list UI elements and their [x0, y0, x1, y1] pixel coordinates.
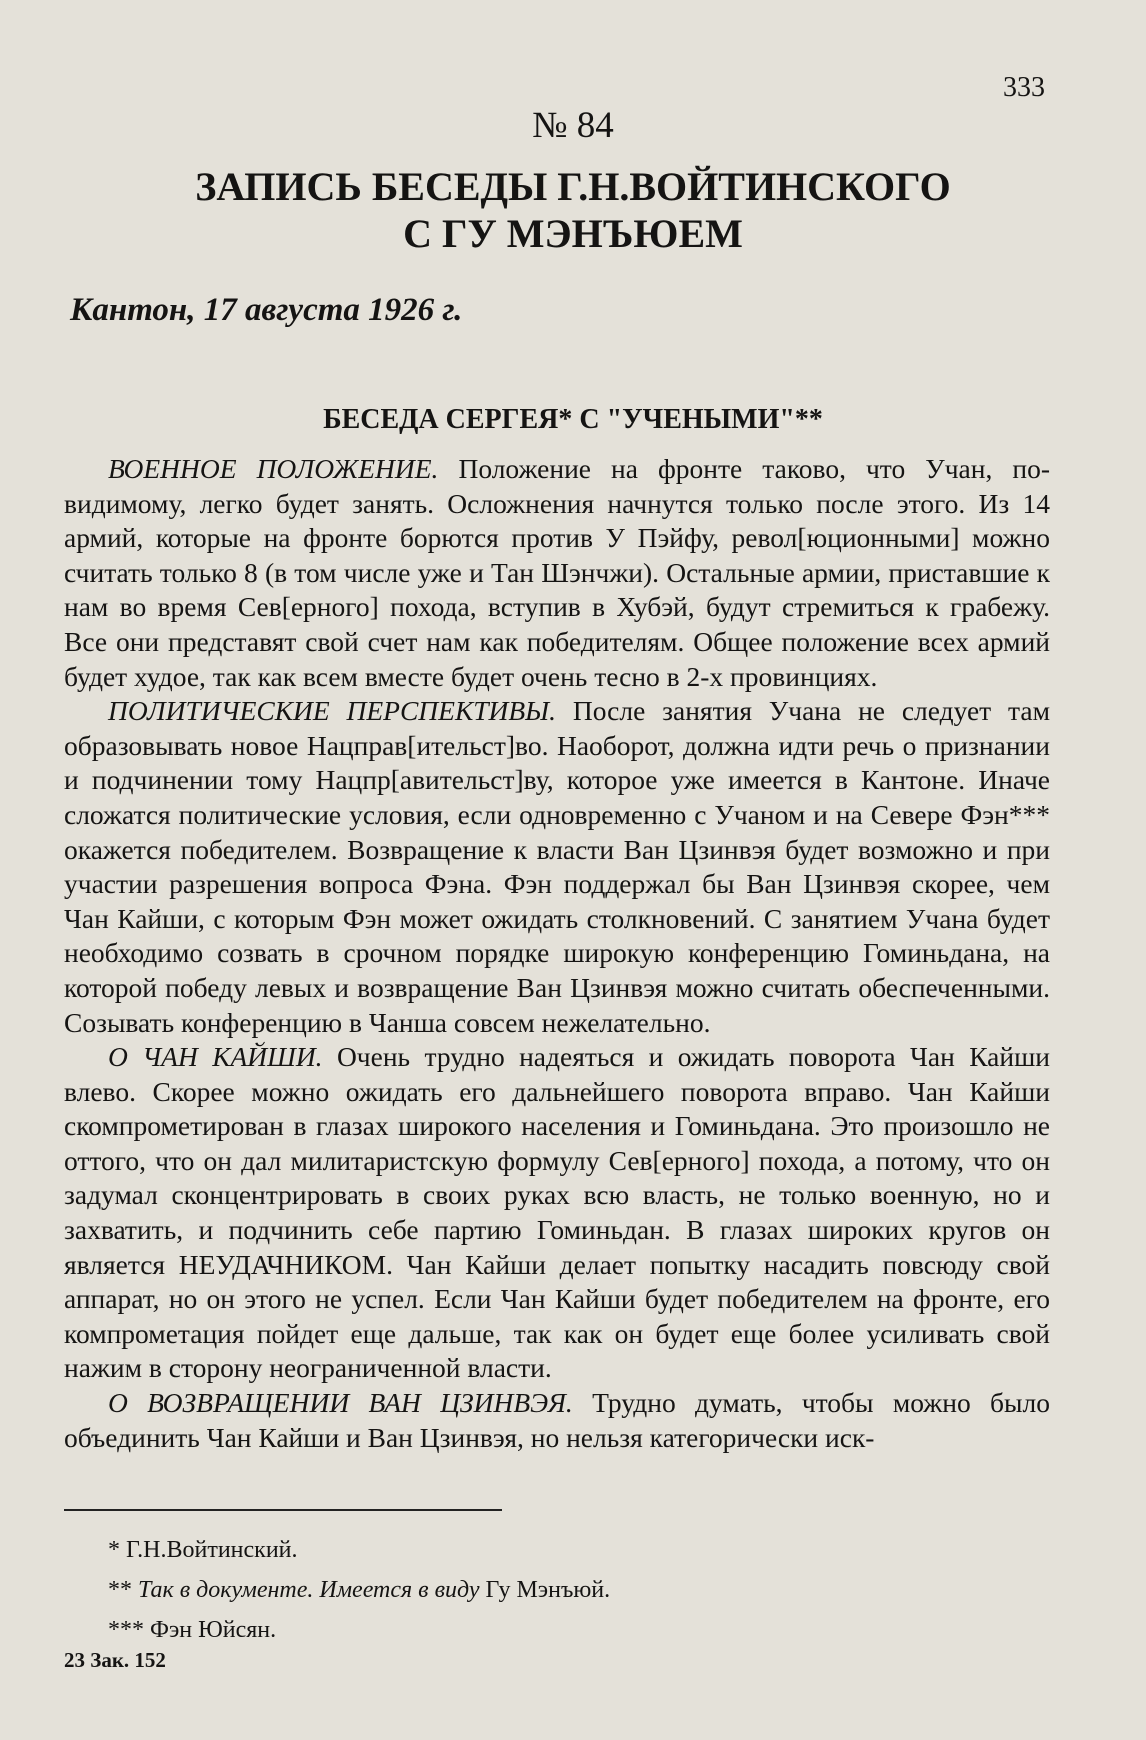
footnote — [108, 1570, 610, 1610]
footnote-divider — [64, 1509, 502, 1511]
document-title — [120, 163, 1026, 257]
paragraph-text: После занятия Учана не следует там образовывать новое Нацправ[ительст]во. Наоборот, должна идти речь о признании и подчинении тому Нацпр[авительст]ву, которое уже имеется в Кантоне. Иначе сложатся политические условия, если одновременно с Учаном и на Севере Фэн*** окажется победителем. Возвращение к власти Ван Цзинвэя будет возможно и при участии разрешения вопроса Фэна. Фэн поддержал бы Ван Цзинвэя скорее, чем Чан Кайши, с которым Фэн может ожидать столкновений. С занятием Учана будет необходимо созвать в срочном порядке широкую конференцию Гоминьдана, на которой победу левых и возвращение Ван Цзинвэя можно считать обеспеченными. Созывать конференцию в Чанша совсем нежелательно. — [64, 695, 1050, 1038]
paragraph-heading: ВОЕННОЕ ПОЛОЖЕНИЕ. — [108, 453, 439, 484]
document-number: № 84 — [532, 105, 614, 146]
paragraph-text: Очень трудно надеяться и ожидать поворота Чан Кайши влево. Скорее можно ожидать его дальнейшего поворота вправо. Чан Кайши скомпрометирован в глазах широкого населения и Гоминьдана. Это произошло не оттого, что он дал милитаристскую формулу Сев[ерного] похода, а потому, что он задумал сконцентрировать в своих руках всю власть, не только военную, но и захватить, и подчинить себе партию Гоминьдан. В глазах широких кругов он является НЕУДАЧНИКОМ. Чан Кайши делает попытку насадить повсюду свой аппарат, но он этого не успел. Если Чан Кайши будет победителем на фронте, его компрометация пойдет еще дальше, так как он будет еще более усиливать свой нажим в сторону неограниченной власти. — [64, 1041, 1050, 1384]
footnote-mark: ** — [108, 1577, 138, 1603]
paragraph — [64, 1386, 1050, 1455]
page-number: 333 — [1003, 72, 1045, 103]
title-line: С ГУ МЭНЪЮЕМ — [403, 211, 743, 256]
footnotes — [108, 1530, 610, 1650]
footnote-text: Гу Мэнъюй. — [485, 1577, 611, 1603]
paragraph-text: Положение на фронте таково, что Учан, по-видимому, легко будет занять. Осложнения начнутся только после этого. Из 14 армий, которые на фронте борются против У Пэйфу, револ[юционными] можно считать только 8 (в том числе уже и Тан Шэнчжи). Остальные армии, приставшие к нам во время Сев[ерного] похода, вступив в Хубэй, будут стремиться к грабежу. Все они представят свой счет нам как победителям. Общее положение всех армий будет худое, так как всем вместе будет очень тесно в 2-х провинциях. — [64, 453, 1050, 692]
paragraph-heading: О ВОЗВРАЩЕНИИ ВАН ЦЗИНВЭЯ. — [108, 1387, 573, 1419]
paragraph-text: Трудно думать, чтобы можно было объединить Чан Кайши и Ван Цзинвэя, но нельзя категорически иск- — [64, 1387, 1051, 1453]
paragraph — [64, 452, 1050, 694]
footnote-text: Г.Н.Войтинский. — [126, 1537, 298, 1563]
title-line: ЗАПИСЬ БЕСЕДЫ Г.Н.ВОЙТИНСКОГО — [195, 164, 951, 209]
footnote — [108, 1610, 610, 1650]
paragraph — [64, 1040, 1050, 1386]
section-heading: БЕСЕДА СЕРГЕЯ* С "УЧЕНЫМИ"** — [323, 404, 823, 435]
footnote-mark: * — [108, 1537, 126, 1563]
footnote-mark: *** — [108, 1617, 150, 1643]
footnote-editorial-note: Так в документе. Имеется в виду — [138, 1577, 486, 1603]
body-text — [64, 452, 1050, 1455]
paragraph — [64, 694, 1050, 1040]
place-and-date: Кантон, 17 августа 1926 г. — [70, 292, 463, 328]
paragraph-heading: О ЧАН КАЙШИ. — [108, 1041, 323, 1073]
paragraph-heading: ПОЛИТИЧЕСКИЕ ПЕРСПЕКТИВЫ. — [108, 695, 557, 727]
printer-signature: 23 Зак. 152 — [64, 1648, 166, 1672]
footnote — [108, 1530, 610, 1570]
footnote-text: Фэн Юйсян. — [150, 1617, 277, 1643]
